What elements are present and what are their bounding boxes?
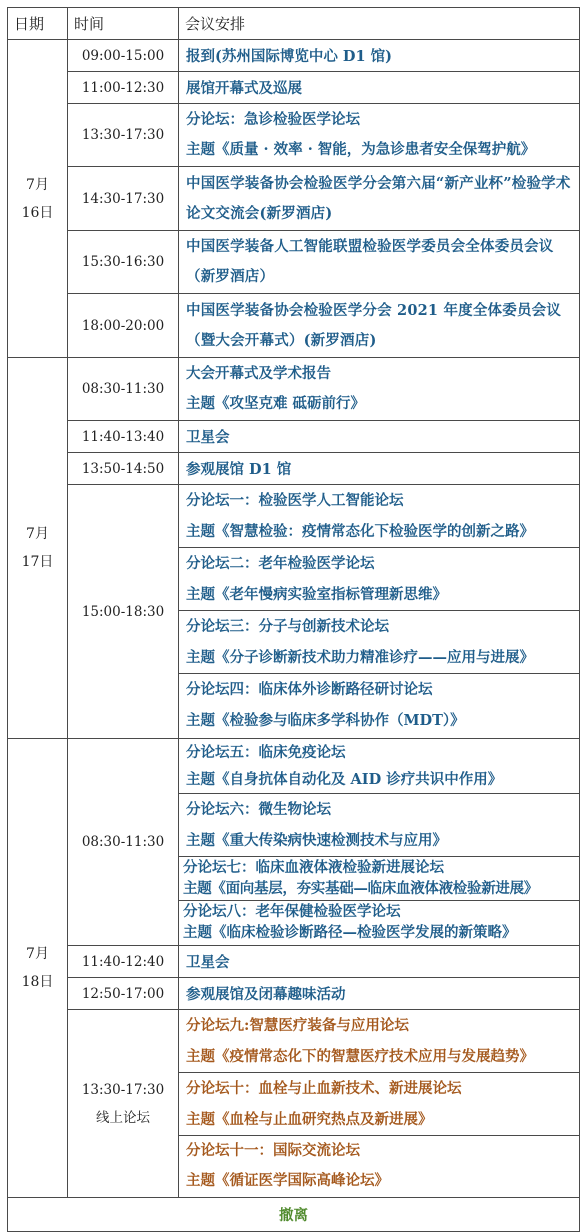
header-row	[8, 8, 580, 40]
forum-title: 大会开幕式及学术报告	[186, 365, 331, 382]
forum-theme: 主题《面向基层，夯实基础—临床血液体液检验新进展》	[183, 880, 538, 897]
agenda-cell	[179, 978, 580, 1010]
schedule-table	[7, 7, 580, 1232]
forum-block	[179, 794, 579, 857]
forum-block	[179, 1010, 579, 1073]
table-row	[8, 453, 580, 485]
forum-title: 分论坛九:智慧医疗装备与应用论坛	[186, 1017, 409, 1034]
table-row	[8, 231, 580, 294]
forum-title: 分论坛五：临床免疫论坛	[186, 744, 346, 761]
forum-block	[179, 674, 579, 738]
forum-title: 分论坛四：临床体外诊断路径研讨论坛	[186, 681, 433, 698]
time-cell: 08:30-11:30	[68, 358, 179, 421]
agenda-line: 报到(苏州国际博览中心 D1 馆)	[186, 48, 392, 65]
forum-theme: 主题《检验参与临床多学科协作（MDT）》	[186, 712, 465, 729]
forum-title: 分论坛二：老年检验医学论坛	[186, 555, 375, 572]
table-row	[8, 421, 580, 453]
forum-theme: 主题《攻坚克难 砥砺前行》	[186, 395, 366, 412]
date-cell	[8, 40, 68, 358]
forum-title: 分论坛七：临床血液体液检验新进展论坛	[183, 859, 444, 876]
date-day: 17日	[21, 554, 54, 570]
forum-theme: 主题《智慧检验：疫情常态化下检验医学的创新之路》	[186, 523, 534, 540]
agenda-cell	[179, 167, 580, 231]
forum-theme: 主题《自身抗体自动化及 AID 诊疗共识中作用》	[186, 771, 503, 788]
forum-title: 分论坛十一：国际交流论坛	[186, 1142, 360, 1159]
time-cell: 08:30-11:30	[68, 739, 179, 946]
agenda-text: 中国医学装备人工智能联盟检验医学委员会全体委员会议（新罗酒店）	[186, 238, 554, 285]
forum-block	[179, 611, 579, 674]
table-row	[8, 294, 580, 358]
agenda-line: 参观展馆及闭幕趣味活动	[186, 986, 346, 1003]
agenda-cell	[179, 72, 580, 104]
agenda-cell	[179, 946, 580, 978]
date-cell	[8, 358, 68, 739]
table-row	[8, 1010, 580, 1198]
forum-block	[179, 1136, 579, 1197]
forum-title: 分论坛三：分子与创新技术论坛	[186, 618, 389, 635]
forum-block	[179, 485, 579, 548]
forum-title: 分论坛八：老年保健检验医学论坛	[183, 903, 401, 920]
time-cell: 18:00-20:00	[68, 294, 179, 358]
agenda-line: 卫星会	[186, 429, 230, 446]
table-row	[8, 358, 580, 421]
table-row	[8, 485, 580, 739]
header-date: 日期	[8, 8, 68, 40]
forum-block	[179, 548, 579, 611]
forum-theme: 主题《循证医学国际高峰论坛》	[186, 1172, 389, 1189]
table-row	[8, 40, 580, 72]
time-cell: 11:00-12:30	[68, 72, 179, 104]
footer-label: 撤离	[279, 1207, 308, 1224]
forum-theme: 主题《临床检验诊断路径—检验医学发展的新策略》	[183, 924, 517, 941]
agenda-cell	[179, 421, 580, 453]
date-day: 16日	[21, 204, 54, 221]
table-row	[8, 739, 580, 946]
forum-title: 分论坛一：检验医学人工智能论坛	[186, 492, 404, 509]
table-row	[8, 104, 580, 167]
table-row	[8, 978, 580, 1010]
forum-block	[179, 739, 579, 794]
time-cell: 11:40-13:40	[68, 421, 179, 453]
time-cell: 11:40-12:40	[68, 946, 179, 978]
time-cell: 15:30-16:30	[68, 231, 179, 294]
agenda-line: 展馆开幕式及巡展	[186, 80, 302, 97]
date-month: 7月	[26, 526, 49, 542]
agenda-cell	[179, 358, 580, 421]
agenda-cell	[179, 294, 580, 358]
time-cell: 15:00-18:30	[68, 485, 179, 739]
header-agenda: 会议安排	[179, 8, 580, 40]
forum-theme: 主题《疫情常态化下的智慧医疗技术应用与发展趋势》	[186, 1048, 534, 1065]
forums-cell	[179, 739, 580, 946]
forum-theme: 主题《分子诊断新技术助力精准诊疗——应用与进展》	[186, 649, 534, 666]
footer-row	[8, 1198, 580, 1232]
time-cell	[68, 1010, 179, 1198]
time-cell: 12:50-17:00	[68, 978, 179, 1010]
online-label: 线上论坛	[96, 1109, 150, 1126]
time-cell: 14:30-17:30	[68, 167, 179, 231]
agenda-text: 中国医学装备协会检验医学分会第六届“新产业杯”检验学术论文交流会(新罗酒店)	[186, 174, 571, 222]
agenda-cell	[179, 231, 580, 294]
forum-theme: 主题《老年慢病实验室指标管理新思维》	[186, 586, 447, 603]
agenda-cell	[179, 453, 580, 485]
agenda-text: 中国医学装备协会检验医学分会 2021 年度全体委员会议（暨大会开幕式）(新罗酒店)	[186, 301, 562, 349]
time-cell: 09:00-15:00	[68, 40, 179, 72]
forum-theme: 主题《质量 · 效率 · 智能，为急诊患者安全保驾护航》	[186, 141, 536, 158]
time-range: 13:30-17:30	[81, 1081, 165, 1098]
forum-block	[179, 1073, 579, 1136]
table-row	[8, 167, 580, 231]
forum-theme: 主题《血栓与止血研究热点及新进展》	[186, 1111, 433, 1128]
forum-title: 分论坛十：血栓与止血新技术、新进展论坛	[186, 1080, 462, 1097]
agenda-cell	[179, 40, 580, 72]
table-row	[8, 946, 580, 978]
date-month: 7月	[26, 946, 49, 962]
forums-cell	[179, 1010, 580, 1198]
forum-title: 分论坛六：微生物论坛	[186, 801, 331, 818]
date-day: 18日	[21, 974, 54, 990]
agenda-line: 参观展馆 D1 馆	[186, 461, 292, 478]
time-cell: 13:30-17:30	[68, 104, 179, 167]
forum-block	[179, 857, 579, 901]
date-cell	[8, 739, 68, 1198]
header-time: 时间	[68, 8, 179, 40]
date-month: 7月	[26, 176, 49, 193]
forums-cell	[179, 485, 580, 739]
forum-theme: 主题《重大传染病快速检测技术与应用》	[186, 832, 447, 849]
agenda-line: 卫星会	[186, 954, 230, 971]
footer-cell	[8, 1198, 580, 1232]
agenda-cell	[179, 104, 580, 167]
forum-block	[179, 901, 579, 945]
time-cell: 13:50-14:50	[68, 453, 179, 485]
table-row	[8, 72, 580, 104]
forum-title: 分论坛：急诊检验医学论坛	[186, 111, 360, 128]
